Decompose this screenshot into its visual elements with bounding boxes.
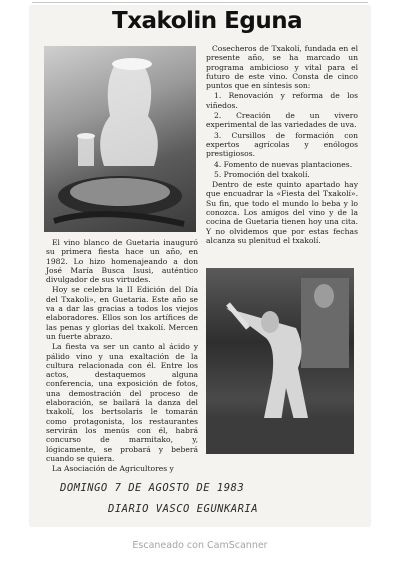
scanner-watermark: Escaneado con CamScanner (132, 540, 268, 551)
article-paragraph: La Asociación de Agricultores y (52, 464, 174, 474)
photo-dancer (206, 268, 354, 454)
article-paragraph: La fiesta va ser un canto al ácido y pálido vino y una exaltación de la cultura relacionada con él. Entre los actos, destaquemos alguna conferencia, una exposición de fotos, una demostración del proceso de elaboración, se bailará la danza del txakolí, los bertsolaris le tomarán como protagonista, los restaurantes servirán los menús con él, habrá concurso de marmitako, y, lógicamente, se probará y beberá cuando se quiera. (46, 342, 198, 463)
article-paragraph: Dentro de este quinto apartado hay que encuadrar la «Fiesta del Txakolí». Su fin, que todo el mundo lo beba y lo conozca. Los amigos del vino y de la cocina de Guetaria tienen hoy una cita. Y no olvidemos que por estas fechas alcanza su plenitud el txakolí. (206, 180, 358, 245)
article-paragraph: Hoy se celebra la II Edición del Día del Txakoli», en Guetaria. Este año se va a dar las gracias a todos los viejos elaboradores. Ellos son los artífices de las penas y glorias del txakolí. Mercen un fuerte abrazo. (46, 285, 198, 341)
article-column-left (46, 238, 198, 474)
program-point-4: 4. Fomento de nuevas plantaciones. (214, 159, 353, 169)
handwritten-date: DOMINGO 7 DE AGOSTO DE 1983 (60, 482, 245, 494)
program-point-5: 5. Promoción del txakolí. (214, 169, 310, 179)
article-column-right (206, 44, 358, 246)
program-point-2: 2. Creación de un vivero experimental de las variedades de uva. (206, 111, 358, 130)
article-paragraph: El vino blanco de Guetaria inauguró su primera fiesta hace un año, en 1982. Lo hizo homenajeando a don José María Busca Isusi, auténtico divulgador de sus virtudes. (46, 238, 198, 285)
handwritten-source: DIARIO VASCO EGUNKARIA (108, 503, 259, 515)
article-title: Txakolin Eguna (112, 8, 303, 34)
top-rule (32, 2, 368, 3)
article-paragraph: Cosecheros de Txakolí, fundada en el presente año, se ha marcado un programa ambicioso y vital para el futuro de este vino. Consta de cinco puntos que en síntesis son: (206, 44, 358, 91)
photo-wine-still-life (44, 46, 196, 232)
program-point-3: 3. Cursillos de formación con expertos agrícolas y enólogos prestigiosos. (206, 130, 358, 159)
program-point-1: 1. Renovación y reforma de los viñedos. (206, 91, 358, 110)
